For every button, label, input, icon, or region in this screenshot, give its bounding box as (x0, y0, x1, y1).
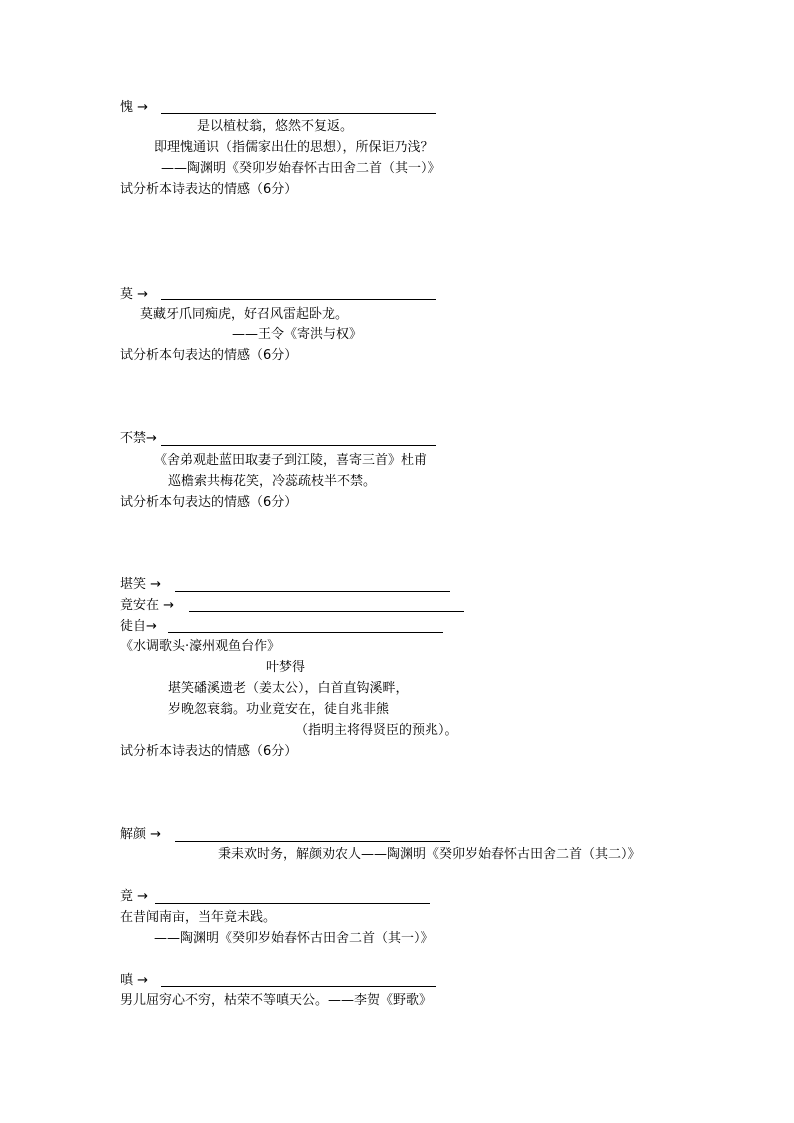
question-prompt: 试分析本句表达的情感（6分） (120, 348, 298, 363)
term-label-kui: 愧 → (120, 100, 149, 115)
poem-attribution: ——陶渊明《癸卯岁始春怀古田舍二首（其一）》 (161, 161, 441, 176)
poem-attribution: ——陶渊明《癸卯岁始春怀古田舍二首（其一）》 (154, 931, 434, 946)
poem-line: 是以植杖翁，悠然不复返。 (197, 119, 354, 134)
term-label-chen: 嗔 → (120, 973, 149, 988)
term-label-tuzi: 徒自→ (120, 619, 157, 634)
poem-title: 《舍弟观赴蓝田取妻子到江陵，喜寄三首》杜甫 (154, 453, 428, 468)
answer-blank-jing[interactable] (155, 903, 430, 904)
term-label-bujin: 不禁→ (120, 431, 157, 446)
poem-line: 男儿屈穷心不穷，枯荣不等嗔天公。——李贺《野歌》 (120, 993, 433, 1008)
poem-attribution: ——王令《寄洪与权》 (232, 327, 363, 342)
answer-blank-mo[interactable] (161, 299, 436, 300)
poem-line: 即理愧通识（指儒家出仕的思想），所保讵乃浅？ (154, 140, 434, 155)
poem-note: （指明主将得贤臣的预兆）。 (295, 723, 458, 738)
term-label-jing: 竟 → (120, 889, 149, 904)
answer-blank-jinganzai[interactable] (189, 611, 464, 612)
answer-blank-bujin[interactable] (161, 445, 436, 446)
answer-blank-jieyan[interactable] (175, 841, 450, 842)
poem-line: 巡檐索共梅花笑，冷蕊疏枝半不禁。 (168, 474, 377, 489)
term-label-kanxiao: 堪笑 → (120, 577, 162, 592)
term-label-jinganzai: 竟安在 → (120, 598, 175, 613)
question-prompt: 试分析本诗表达的情感（6分） (120, 182, 298, 197)
poem-author: 叶梦得 (266, 660, 306, 675)
poem-line: 岁晚忽衰翁。功业竟安在，徒自兆非熊 (168, 702, 390, 717)
poem-line: 在昔闻南亩，当年竟未践。 (120, 910, 277, 925)
question-prompt: 试分析本诗表达的情感（6分） (120, 744, 298, 759)
poem-line: 莫藏牙爪同痴虎，好召风雷起卧龙。 (140, 307, 349, 322)
answer-blank-chen[interactable] (161, 986, 436, 987)
term-label-mo: 莫 → (120, 287, 149, 302)
poem-title: 《水调歌头·濠州观鱼台作》 (120, 639, 281, 654)
poem-line: 秉耒欢时务，解颜劝农人——陶渊明《癸卯岁始春怀古田舍二首（其二）》 (218, 847, 641, 862)
poem-line: 堪笑磻溪遗老（姜太公），白首直钩溪畔， (168, 681, 409, 696)
answer-blank-kanxiao[interactable] (175, 591, 450, 592)
answer-blank-kui[interactable] (161, 113, 436, 114)
term-label-jieyan: 解颜 → (120, 827, 162, 842)
question-prompt: 试分析本句表达的情感（6分） (120, 495, 298, 510)
answer-blank-tuzi[interactable] (168, 632, 443, 633)
